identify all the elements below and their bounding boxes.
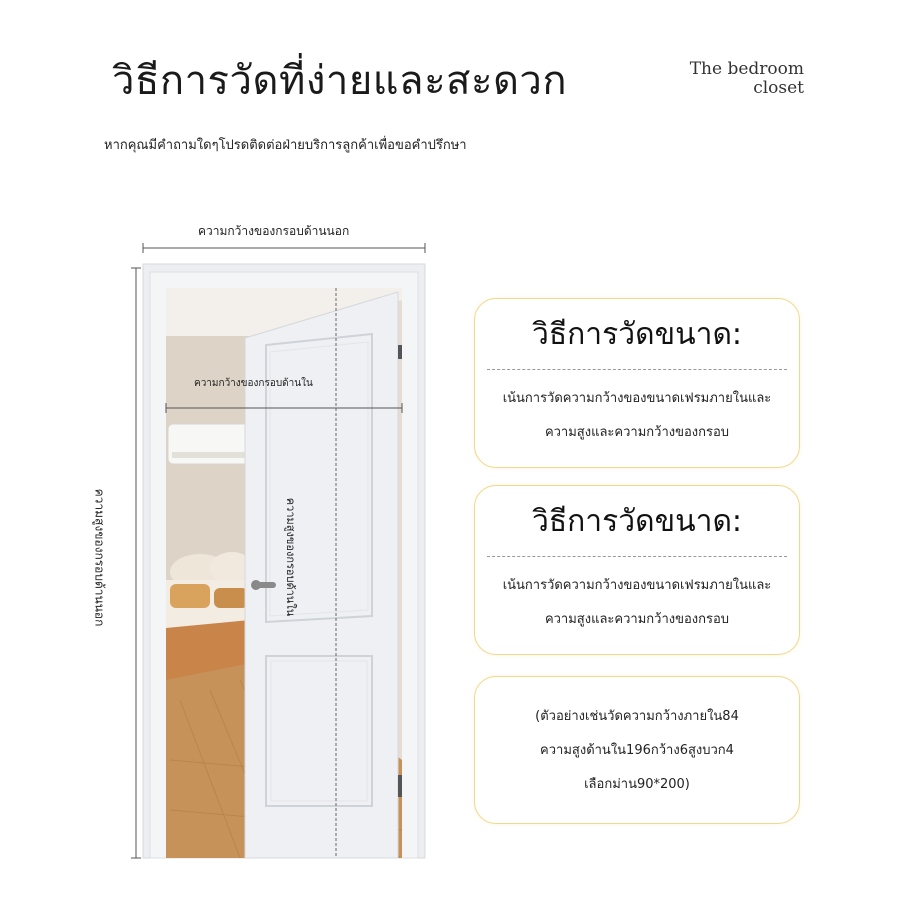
example-line-3: เลือกม่าน90*200) (584, 777, 690, 792)
brand-line-2: closet (753, 78, 804, 98)
brand-line-1: The bedroom (689, 59, 804, 79)
card-divider (487, 369, 787, 370)
outer-height-label: ความสูงของกรอบด้านนอก (92, 488, 107, 627)
card-divider (487, 556, 787, 557)
instruction-card-2 (474, 485, 800, 655)
instruction-card-1 (474, 298, 800, 468)
card-text-line-1: เน้นการวัดความกว้างของขนาดเฟรมภายในและ (502, 391, 772, 406)
hinge-top (398, 345, 402, 359)
inner-width-label: ความกว้างของกรอบด้านใน (194, 378, 313, 389)
card-heading: วิธีการวัดขนาด: (531, 317, 743, 352)
card-text-line-1: เน้นการวัดความกว้างของขนาดเฟรมภายในและ (502, 578, 772, 593)
outer-width-label: ความกว้างของกรอบด้านนอก (198, 224, 350, 238)
page-subtitle: หากคุณมีคำถามใดๆโปรดติดต่อฝ่ายบริการลูกค้าเพื่อขอคำปรึกษา (104, 138, 467, 153)
example-line-1: (ตัวอย่างเช่นวัดความกว้างภายใน84 (535, 709, 739, 724)
page-title: วิธีการวัดที่ง่ายและสะดวก (112, 58, 568, 104)
card-text-line-2: ความสูงและความกว้างของกรอบ (544, 425, 730, 440)
card-heading: วิธีการวัดขนาด: (531, 504, 743, 539)
inner-height-label: ความสูงของกรอบด้านใน (284, 497, 298, 617)
hinge-bottom (398, 775, 402, 797)
card-text-line-2: ความสูงและความกว้างของกรอบ (544, 612, 730, 627)
example-line-2: ความสูงด้านใน196กว้าง6สูงบวก4 (540, 743, 734, 758)
example-card (474, 676, 800, 824)
